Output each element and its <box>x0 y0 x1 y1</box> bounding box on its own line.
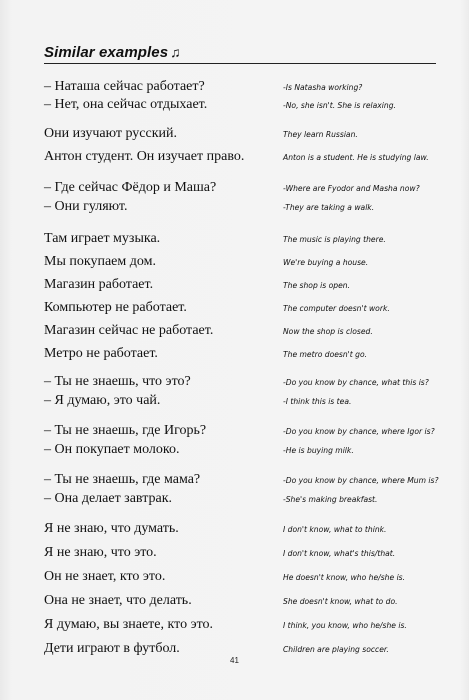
example-row <box>0 95 469 115</box>
english-translation: -Do you know by chance, where Igor is? <box>283 427 435 436</box>
example-row <box>0 298 469 318</box>
example-row <box>0 615 469 635</box>
russian-sentence: – Ты не знаешь, где мама? <box>44 472 201 487</box>
english-translation: The metro doesn't go. <box>283 350 368 359</box>
english-translation: -She's making breakfast. <box>283 495 378 504</box>
russian-sentence: – Он покупает молоко. <box>44 442 180 457</box>
english-translation: He doesn't know, who he/she is. <box>283 573 406 582</box>
example-row <box>0 229 469 249</box>
russian-sentence: – Она делает завтрак. <box>44 491 172 506</box>
english-translation: -Do you know by chance, where Mum is? <box>283 476 439 485</box>
english-translation: The music is playing there. <box>283 235 386 244</box>
english-translation: She doesn't know, what to do. <box>283 597 398 606</box>
english-translation: -I think this is tea. <box>283 397 352 406</box>
english-translation: -No, she isn't. She is relaxing. <box>283 101 396 110</box>
example-row <box>0 391 469 411</box>
example-row <box>0 519 469 539</box>
russian-sentence: – Они гуляют. <box>44 199 128 214</box>
example-row <box>0 178 469 198</box>
russian-sentence: Я не знаю, что это. <box>44 545 157 560</box>
russian-sentence: Мы покупаем дом. <box>44 254 156 269</box>
russian-sentence: Дети играют в футбол. <box>44 641 180 656</box>
example-row <box>0 591 469 611</box>
russian-sentence: Магазин сейчас не работает. <box>44 323 214 338</box>
music-note-icon: ♫ <box>170 44 181 60</box>
page-number: 41 <box>230 656 239 665</box>
example-row <box>0 197 469 217</box>
russian-sentence: Антон студент. Он изучает право. <box>44 149 245 164</box>
english-translation: Anton is a student. He is studying law. <box>283 153 429 162</box>
english-translation: I don't know, what's this/that. <box>283 549 396 558</box>
example-row <box>0 275 469 295</box>
russian-sentence: Магазин работает. <box>44 277 154 292</box>
example-row <box>0 252 469 272</box>
english-translation: They learn Russian. <box>283 130 358 139</box>
english-translation: The computer doesn't work. <box>283 304 390 313</box>
english-translation: Now the shop is closed. <box>283 327 373 336</box>
header-divider <box>44 63 436 64</box>
example-row <box>0 543 469 563</box>
example-row <box>0 124 469 144</box>
section-title: Similar examples <box>44 44 169 61</box>
example-row <box>0 344 469 364</box>
russian-sentence: – Где сейчас Фёдор и Маша? <box>44 180 217 195</box>
russian-sentence: – Я думаю, это чай. <box>44 393 161 408</box>
english-translation: I think, you know, who he/she is. <box>283 621 407 630</box>
english-translation: The shop is open. <box>283 281 351 290</box>
russian-sentence: Я не знаю, что думать. <box>44 521 179 536</box>
example-row <box>0 489 469 509</box>
english-translation: Children are playing soccer. <box>283 645 389 654</box>
russian-sentence: – Нет, она сейчас отдыхает. <box>44 97 208 112</box>
section-header <box>44 44 181 61</box>
english-translation: -He is buying milk. <box>283 446 354 455</box>
russian-sentence: Они изучают русский. <box>44 126 177 141</box>
example-row <box>0 470 469 490</box>
russian-sentence: Там играет музыка. <box>44 231 161 246</box>
example-row <box>0 372 469 392</box>
russian-sentence: Метро не работает. <box>44 346 158 361</box>
english-translation: -Do you know by chance, what this is? <box>283 378 429 387</box>
english-translation: -They are taking a walk. <box>283 203 375 212</box>
example-row <box>0 147 469 167</box>
russian-sentence: – Ты не знаешь, где Игорь? <box>44 423 207 438</box>
russian-sentence: – Наташа сейчас работает? <box>44 79 205 94</box>
example-row <box>0 440 469 460</box>
english-translation: I don't know, what to think. <box>283 525 387 534</box>
example-row <box>0 77 469 97</box>
russian-sentence: Я думаю, вы знаете, кто это. <box>44 617 214 632</box>
english-translation: -Is Natasha working? <box>283 83 363 92</box>
russian-sentence: Она не знает, что делать. <box>44 593 192 608</box>
russian-sentence: – Ты не знаешь, что это? <box>44 374 191 389</box>
english-translation: -Where are Fyodor and Masha now? <box>283 184 420 193</box>
english-translation: We're buying a house. <box>283 258 369 267</box>
example-row <box>0 421 469 441</box>
russian-sentence: Компьютер не работает. <box>44 300 187 315</box>
russian-sentence: Он не знает, кто это. <box>44 569 166 584</box>
example-row <box>0 321 469 341</box>
example-row <box>0 567 469 587</box>
